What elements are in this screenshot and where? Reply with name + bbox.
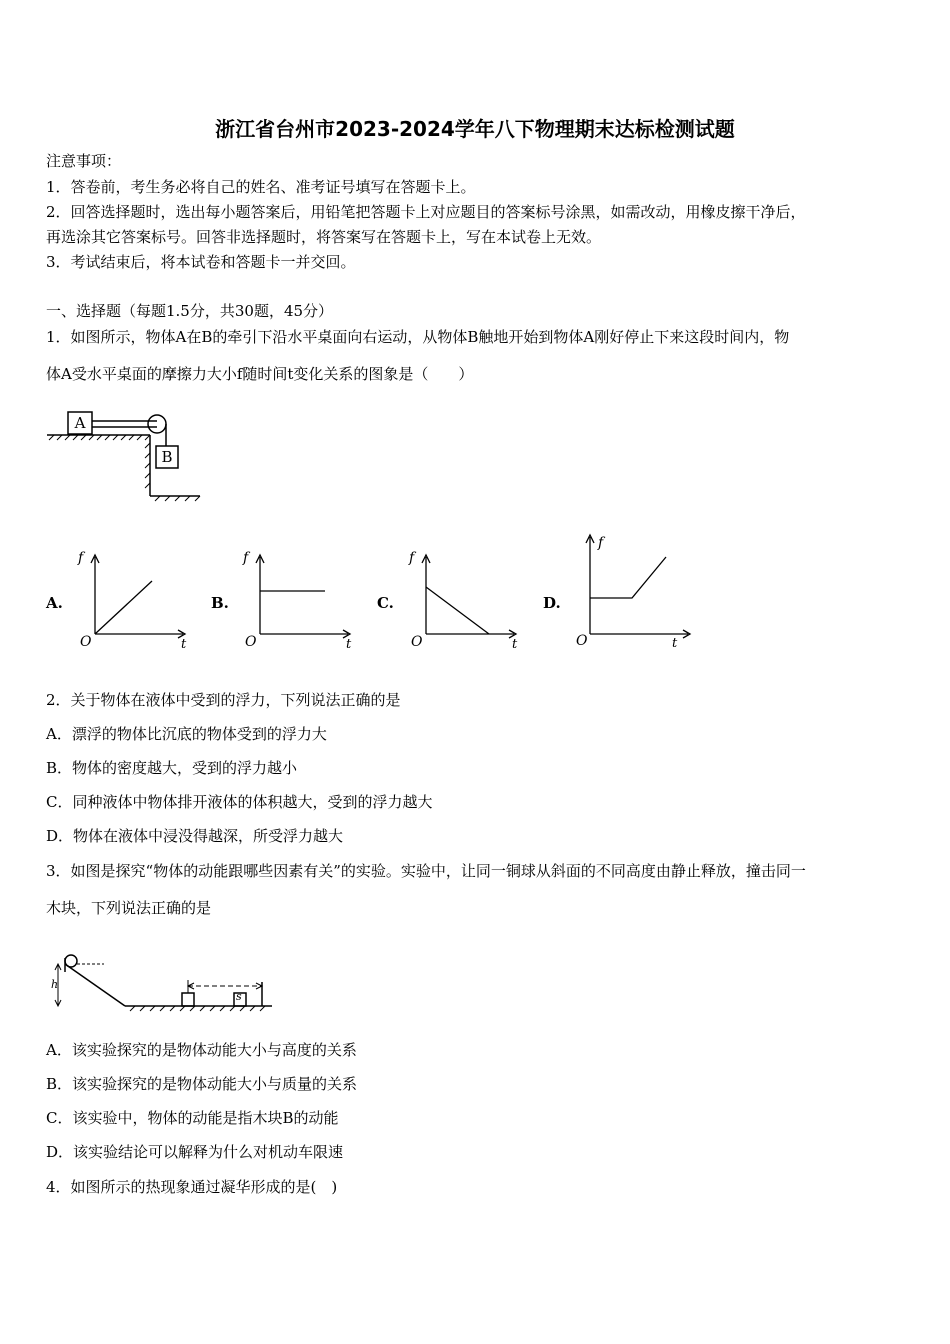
- notice-item: 1．答卷前，考生务必将自己的姓名、准考证号填写在答题卡上。: [46, 178, 476, 196]
- q2-option-a[interactable]: A．漂浮的物体比沉底的物体受到的浮力大: [46, 725, 327, 743]
- origin-label: O: [576, 633, 588, 649]
- y-axis-label: f: [243, 550, 249, 566]
- page-title: 浙江省台州市2023-2024学年八下物理期末达标检测试题: [215, 117, 735, 141]
- q3-option-a[interactable]: A．该实验探究的是物体动能大小与高度的关系: [46, 1041, 357, 1059]
- y-axis-label: f: [409, 550, 415, 566]
- notice-item: 2．回答选择题时，选出每小题答案后，用铅笔把答题卡上对应题目的答案标号涂黑，如需改动，用橡皮擦干净后，: [46, 203, 806, 221]
- graph-option-c[interactable]: [404, 547, 524, 652]
- question-3-line-1: 3．如图是探究“物体的动能跟哪些因素有关”的实验。实验中，让同一铜球从斜面的不同高度由静止释放，撞击同一: [46, 862, 806, 880]
- notice-item: 3．考试结束后，将本试卷和答题卡一并交回。: [46, 253, 356, 271]
- height-label: h: [51, 978, 59, 991]
- x-axis-label: t: [181, 637, 187, 652]
- question-1-line-2: 体A受水平桌面的摩擦力大小f随时间t变化关系的图象是（ ）: [46, 365, 474, 383]
- q1-option-c-label[interactable]: C.: [377, 594, 394, 612]
- origin-label: O: [80, 634, 92, 650]
- q1-option-d-label[interactable]: D.: [543, 594, 561, 612]
- question-3-line-2: 木块，下列说法正确的是: [46, 899, 212, 917]
- origin-label: O: [411, 634, 423, 650]
- q1-option-a-label[interactable]: A.: [46, 594, 63, 612]
- q3-option-b[interactable]: B．该实验探究的是物体动能大小与质量的关系: [46, 1075, 358, 1093]
- q3-option-c[interactable]: C．该实验中，物体的动能是指木块B的动能: [46, 1109, 339, 1127]
- origin-label: O: [245, 634, 257, 650]
- ramp-experiment-figure: [50, 948, 280, 1013]
- distance-label: s: [236, 990, 242, 1003]
- y-axis-label: f: [78, 550, 84, 566]
- x-axis-label: t: [512, 637, 518, 652]
- pulley-setup-figure: [45, 408, 205, 503]
- block-b-label: B: [161, 448, 173, 466]
- question-2-stem: 2．关于物体在液体中受到的浮力，下列说法正确的是: [46, 691, 401, 709]
- graph-option-a[interactable]: [73, 547, 193, 652]
- y-axis-label: f: [598, 535, 604, 551]
- section-heading: 一、选择题（每题1.5分，共30题，45分）: [46, 302, 334, 320]
- block-a-label: A: [74, 414, 86, 432]
- graph-option-d[interactable]: [568, 527, 698, 652]
- graph-option-b[interactable]: [238, 547, 358, 652]
- notice-item: 再选涂其它答案标号。回答非选择题时，将答案写在答题卡上，写在本试卷上无效。: [46, 228, 602, 246]
- x-axis-label: t: [672, 636, 678, 651]
- x-axis-label: t: [346, 637, 352, 652]
- q2-option-b[interactable]: B．物体的密度越大，受到的浮力越小: [46, 759, 298, 777]
- question-1-line-1: 1．如图所示，物体A在B的牵引下沿水平桌面向右运动，从物体B触地开始到物体A刚好停止下来这段时间内，物: [46, 328, 790, 346]
- q2-option-c[interactable]: C．同种液体中物体排开液体的体积越大，受到的浮力越大: [46, 793, 433, 811]
- question-4-stem: 4．如图所示的热现象通过凝华形成的是( ): [46, 1178, 338, 1196]
- notice-heading: 注意事项：: [46, 152, 122, 170]
- q2-option-d[interactable]: D．物体在液体中浸没得越深，所受浮力越大: [46, 827, 344, 845]
- q1-option-b-label[interactable]: B.: [211, 594, 229, 612]
- q3-option-d[interactable]: D．该实验结论可以解释为什么对机动车限速: [46, 1143, 344, 1161]
